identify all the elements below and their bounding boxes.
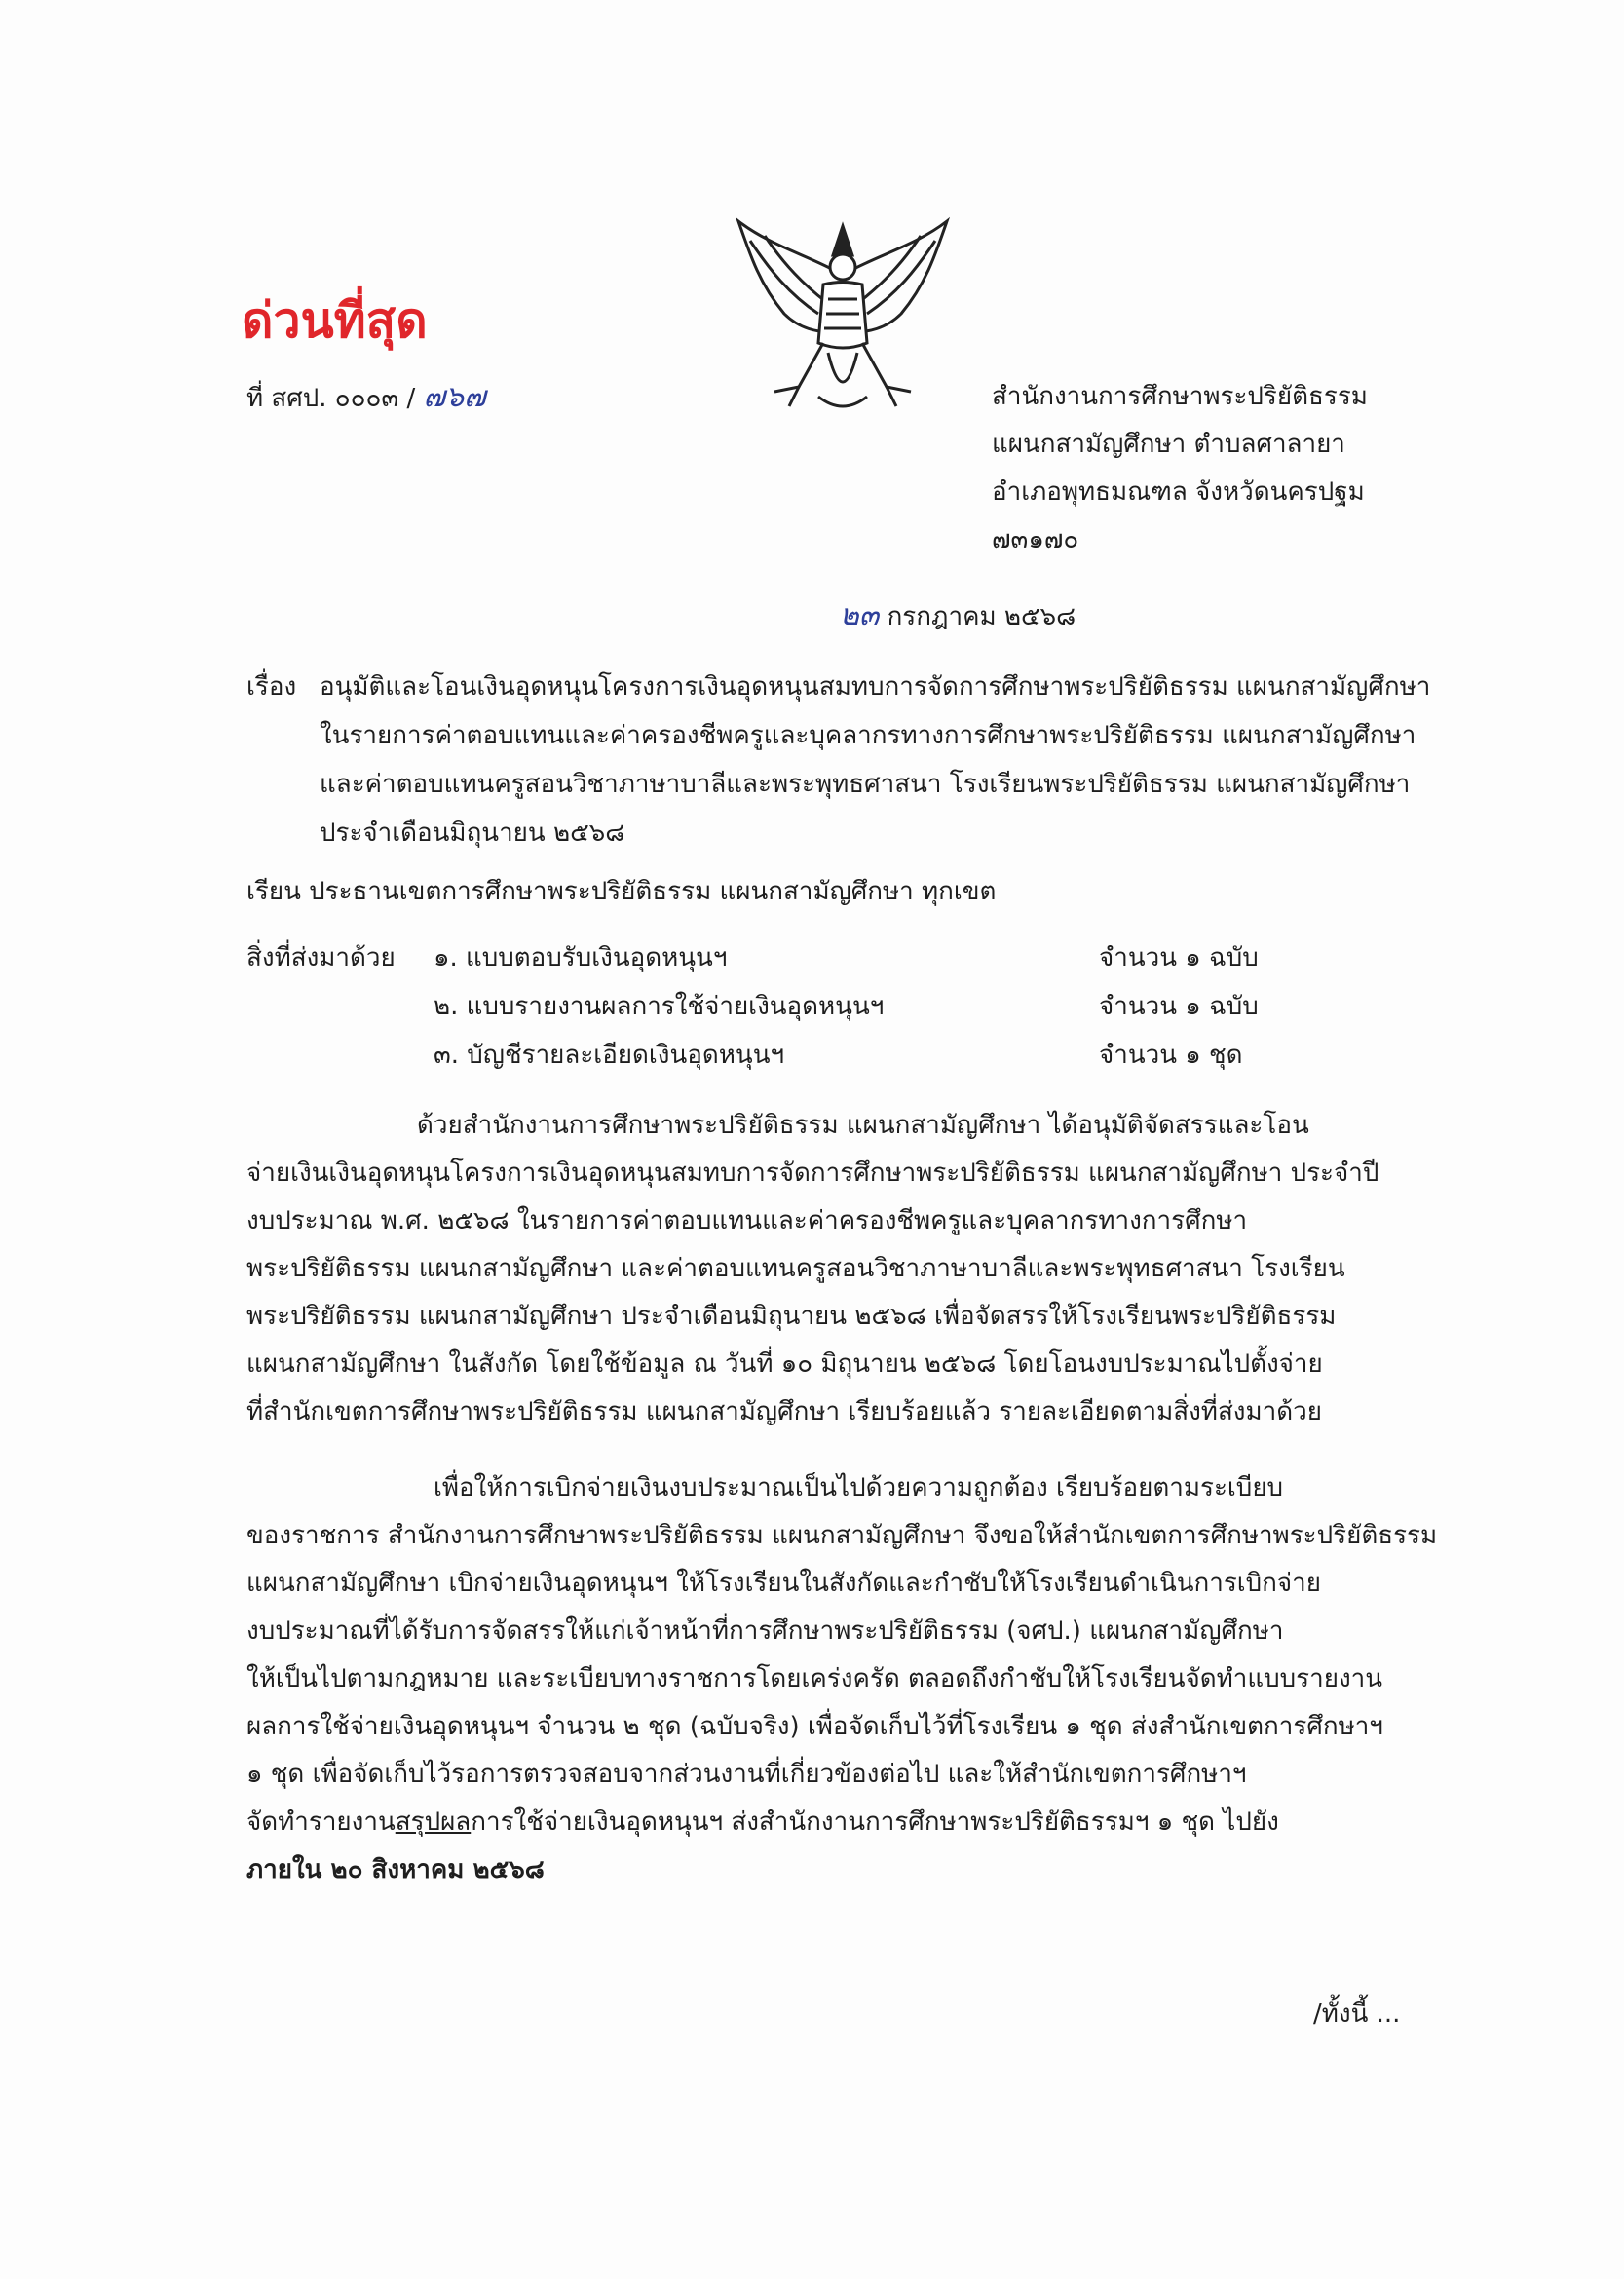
subject-line: และค่าตอบแทนครูสอนวิชาภาษาบาลีและพระพุทธศาสนา โรงเรียนพระปริยัติธรรม แผนกสามัญศึกษา [320,770,1411,799]
document-number-handwritten: ๗๖๗ [423,380,486,414]
enclosure-item: ๒. แบบรายงานผลการใช้จ่ายเงินอุดหนุนฯ [434,992,885,1021]
paragraph-line: ที่สำนักเขตการศึกษาพระปริยัติธรรม แผนกสามัญศึกษา เรียบร้อยแล้ว รายละเอียดตามสิ่งที่ส่งมาด้วย [246,1397,1322,1426]
paragraph-line: ของราชการ สำนักงานการศึกษาพระปริยัติธรรม แผนกสามัญศึกษา จึงขอให้สำนักเขตการศึกษาพระปริยัติธรรม [246,1521,1438,1550]
paragraph-line: เพื่อให้การเบิกจ่ายเงินงบประมาณเป็นไปด้วยความถูกต้อง เรียบร้อยตามระเบียบ [434,1473,1284,1502]
enclosure-quantity: จำนวน ๑ ชุด [1099,1041,1243,1070]
urgency-stamp: ด่วนที่สุด [242,292,428,349]
recipient-line: เรียน ประธานเขตการศึกษาพระปริยัติธรรม แผนกสามัญศึกษา ทุกเขต [246,877,997,906]
document-number-prefix: ที่ สศป. ๐๐๐๓ / [246,384,416,413]
paragraph-line: จ่ายเงินเงินอุดหนุนโครงการเงินอุดหนุนสมทบการจัดการศึกษาพระปริยัติธรรม แผนกสามัญศึกษา ประจำปี [246,1158,1379,1188]
address-line: สำนักงานการศึกษาพระปริยัติธรรม [992,382,1368,411]
body-paragraph-1 [246,1111,1401,1445]
enclosure-quantity: จำนวน ๑ ฉบับ [1099,992,1259,1021]
enclosure-item: ๑. แบบตอบรับเงินอุดหนุนฯ [434,943,728,972]
paragraph-line [246,1807,1401,1855]
body-paragraph-2 [246,1473,1438,1903]
subject-line: ในรายการค่าตอบแทนและค่าครองชีพครูและบุคลากรทางการศึกษาพระปริยัติธรรม แผนกสามัญศึกษา [320,721,1416,750]
address-line: แผนกสามัญศึกษา ตำบลศาลายา [992,430,1345,459]
address-line: อำเภอพุทธมณฑล จังหวัดนครปฐม [992,477,1365,507]
paragraph-line: ให้เป็นไปตามกฎหมาย และระเบียบทางราชการโดยเคร่งครัด ตลอดถึงกำชับให้โรงเรียนจัดทำแบบรายงาน [246,1664,1383,1693]
subject-text [320,672,1431,867]
document-number [246,380,486,415]
enclosure-item: ๓. บัญชีรายละเอียดเงินอุดหนุนฯ [434,1041,785,1070]
enclosure-quantity: จำนวน ๑ ฉบับ [1099,943,1259,972]
date-day-handwritten: ๒๓ [840,598,880,632]
subject-label: เรื่อง [246,672,297,702]
underlined-text: สรุปผล [395,1807,472,1837]
deadline-text: ภายใน ๒๐ สิงหาคม ๒๕๖๘ [246,1855,545,1884]
paragraph-line: แผนกสามัญศึกษา เบิกจ่ายเงินอุดหนุนฯ ให้โรงเรียนในสังกัดและกำชับให้โรงเรียนดำเนินการเบิกจ่าย [246,1569,1321,1598]
letter-date [840,598,1076,633]
sender-address [992,382,1368,573]
paragraph-line: แผนกสามัญศึกษา ในสังกัด โดยใช้ข้อมูล ณ วันที่ ๑๐ มิถุนายน ๒๕๖๘ โดยโอนงบประมาณไปตั้งจ่าย [246,1349,1323,1379]
continuation-marker: /ทั้งนี้ ... [1313,1999,1401,2029]
garuda-emblem-icon [731,216,955,421]
date-month-year: กรกฎาคม ๒๕๖๘ [887,602,1076,631]
paragraph-line: งบประมาณ พ.ศ. ๒๕๖๘ ในรายการค่าตอบแทนและค่าครองชีพครูและบุคลากรทางการศึกษา [246,1206,1248,1235]
subject-line: ประจำเดือนมิถุนายน ๒๕๖๘ [320,818,625,848]
paragraph-line: พระปริยัติธรรม แผนกสามัญศึกษา ประจำเดือนมิถุนายน ๒๕๖๘ เพื่อจัดสรรให้โรงเรียนพระปริยัติธรรม [246,1302,1337,1331]
paragraph-line: ผลการใช้จ่ายเงินอุดหนุนฯ จำนวน ๒ ชุด (ฉบับจริง) เพื่อจัดเก็บไว้ที่โรงเรียน ๑ ชุด ส่งสำนักเขตการศึกษาฯ [246,1712,1383,1741]
paragraph-line: ด้วยสำนักงานการศึกษาพระปริยัติธรรม แผนกสามัญศึกษา ได้อนุมัติจัดสรรและโอน [417,1111,1309,1140]
paragraph-line: พระปริยัติธรรม แผนกสามัญศึกษา และค่าตอบแทนครูสอนวิชาภาษาบาลีและพระพุทธศาสนา โรงเรียน [246,1254,1345,1283]
enclosures-label: สิ่งที่ส่งมาด้วย [246,943,396,972]
address-postcode: ๗๓๑๗๐ [992,525,1079,554]
line-text: การใช้จ่ายเงินอุดหนุนฯ ส่งสำนักงานการศึกษาพระปริยัติธรรมฯ ๑ ชุด ไปยัง [471,1807,1279,1837]
line-text: จัดทำรายงาน [246,1807,396,1837]
paragraph-line: งบประมาณที่ได้รับการจัดสรรให้แก่เจ้าหน้าที่การศึกษาพระปริยัติธรรม (จศป.) แผนกสามัญศึกษา [246,1616,1284,1646]
enclosures-list [434,943,884,1089]
subject-line: อนุมัติและโอนเงินอุดหนุนโครงการเงินอุดหนุนสมทบการจัดการศึกษาพระปริยัติธรรม แผนกสามัญศึกษา [320,672,1431,702]
paragraph-line: ๑ ชุด เพื่อจัดเก็บไว้รอการตรวจสอบจากส่วนงานที่เกี่ยวข้องต่อไป และให้สำนักเขตการศึกษาฯ [246,1760,1247,1789]
enclosures-quantities [1099,943,1259,1089]
